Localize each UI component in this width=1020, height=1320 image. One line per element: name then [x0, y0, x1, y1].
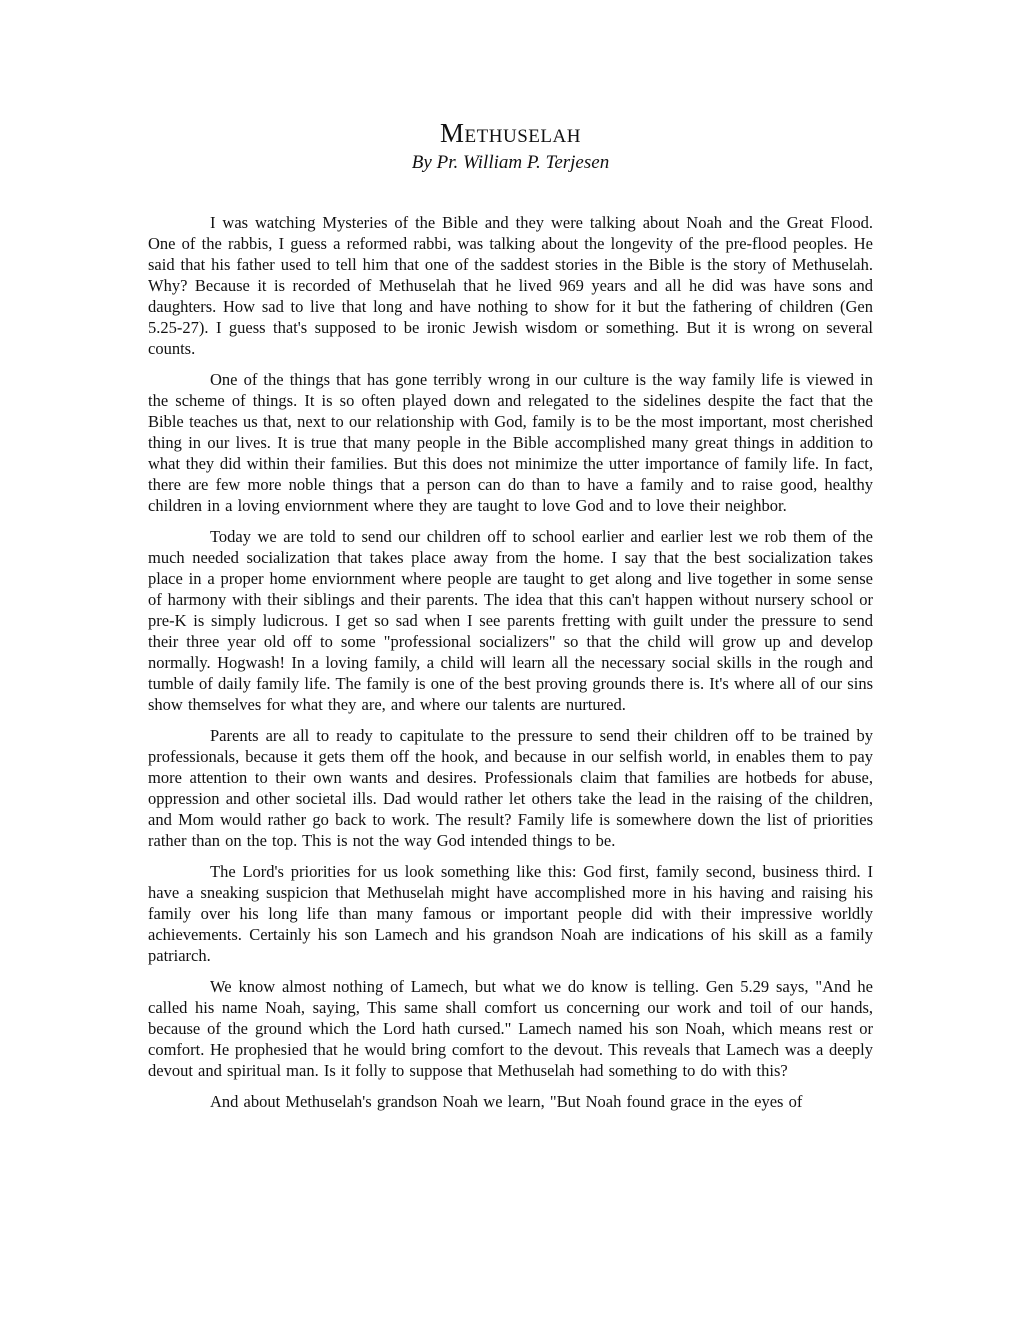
body-paragraph: We know almost nothing of Lamech, but what we do know is telling. Gen 5.29 says, "And he called his name Noah, saying, This same shall comfort us concerning our work and toil of our hands, because of the ground which the Lord hath cursed." Lamech named his son Noah, which means rest or comfort. He prophesied that he would bring comfort to the devout. This reveals that Lamech was a deeply devout and spiritual man. Is it folly to suppose that Methuselah had something to do with this? [148, 976, 873, 1080]
body-paragraph: Parents are all to ready to capitulate to the pressure to send their children off to be trained by professionals, because it gets them off the hook, and because in our selfish world, in enables them to pay more attention to their own wants and desires. Professionals claim that families are hotbeds for abuse, oppression and other societal ills. Dad would rather let others take the lead in the raising of the children, and Mom would rather go back to work. The result? Family life is somewhere down the list of priorities rather than on the top. This is not the way God intended things to be. [148, 725, 873, 850]
document-title: Methuselah [440, 118, 581, 148]
body-paragraph: I was watching Mysteries of the Bible and they were talking about Noah and the Great Flood. One of the rabbis, I guess a reformed rabbi, was talking about the longevity of the pre-flood peoples. He said that his father used to tell him that one of the saddest stories in the Bible is the story of Methuselah. Why? Because it is recorded of Methuselah that he lived 969 years and all he did was have sons and daughters. How sad to live that long and have nothing to show for it but the fathering of children (Gen 5.25-27). I guess that's supposed to be ironic Jewish wisdom or something. But it is wrong on several counts. [148, 212, 873, 358]
document-body [148, 212, 873, 1112]
body-paragraph: Today we are told to send our children off to school earlier and earlier lest we rob them of the much needed socialization that takes place away from the home. I say that the best socialization takes place in a proper home enviornment where people are taught to get along and live together in some sense of harmony with their siblings and their parents. The idea that this can't happen without nursery school or pre-K is simply ludicrous. I get so sad when I see parents fretting with guilt under the pressure to send their three year old off to some "professional socializers" so that the child will grow up and develop normally. Hogwash! In a loving family, a child will learn all the necessary social skills in the rough and tumble of daily family life. The family is one of the best proving grounds there is. It's where all of our sins show themselves for what they are, and where our talents are nurtured. [148, 526, 873, 714]
body-paragraph: And about Methuselah's grandson Noah we learn, "But Noah found grace in the eyes of [210, 1091, 803, 1111]
body-paragraph: One of the things that has gone terribly wrong in our culture is the way family life is viewed in the scheme of things. It is so often played down and relegated to the sidelines despite the fact that the Bible teaches us that, next to our relationship with God, family is to be the most important, most cherished thing in our lives. It is true that many people in the Bible accomplished many great things in addition to what they did within their families. But this does not minimize the utter importance of family life. In fact, there are few more noble things that a person can do than to have a family and to raise good, healthy children in a loving enviornment where they are taught to love God and to love their neighbor. [148, 369, 873, 515]
body-paragraph: The Lord's priorities for us look something like this: God first, family second, business third. I have a sneaking suspicion that Methuselah might have accomplished more in his having and raising his family over his long life than many famous or important people did with their impressive worldly achievements. Certainly his son Lamech and his grandson Noah are indications of his skill as a family patriarch. [148, 861, 873, 965]
document-byline: By Pr. William P. Terjesen [411, 152, 610, 174]
